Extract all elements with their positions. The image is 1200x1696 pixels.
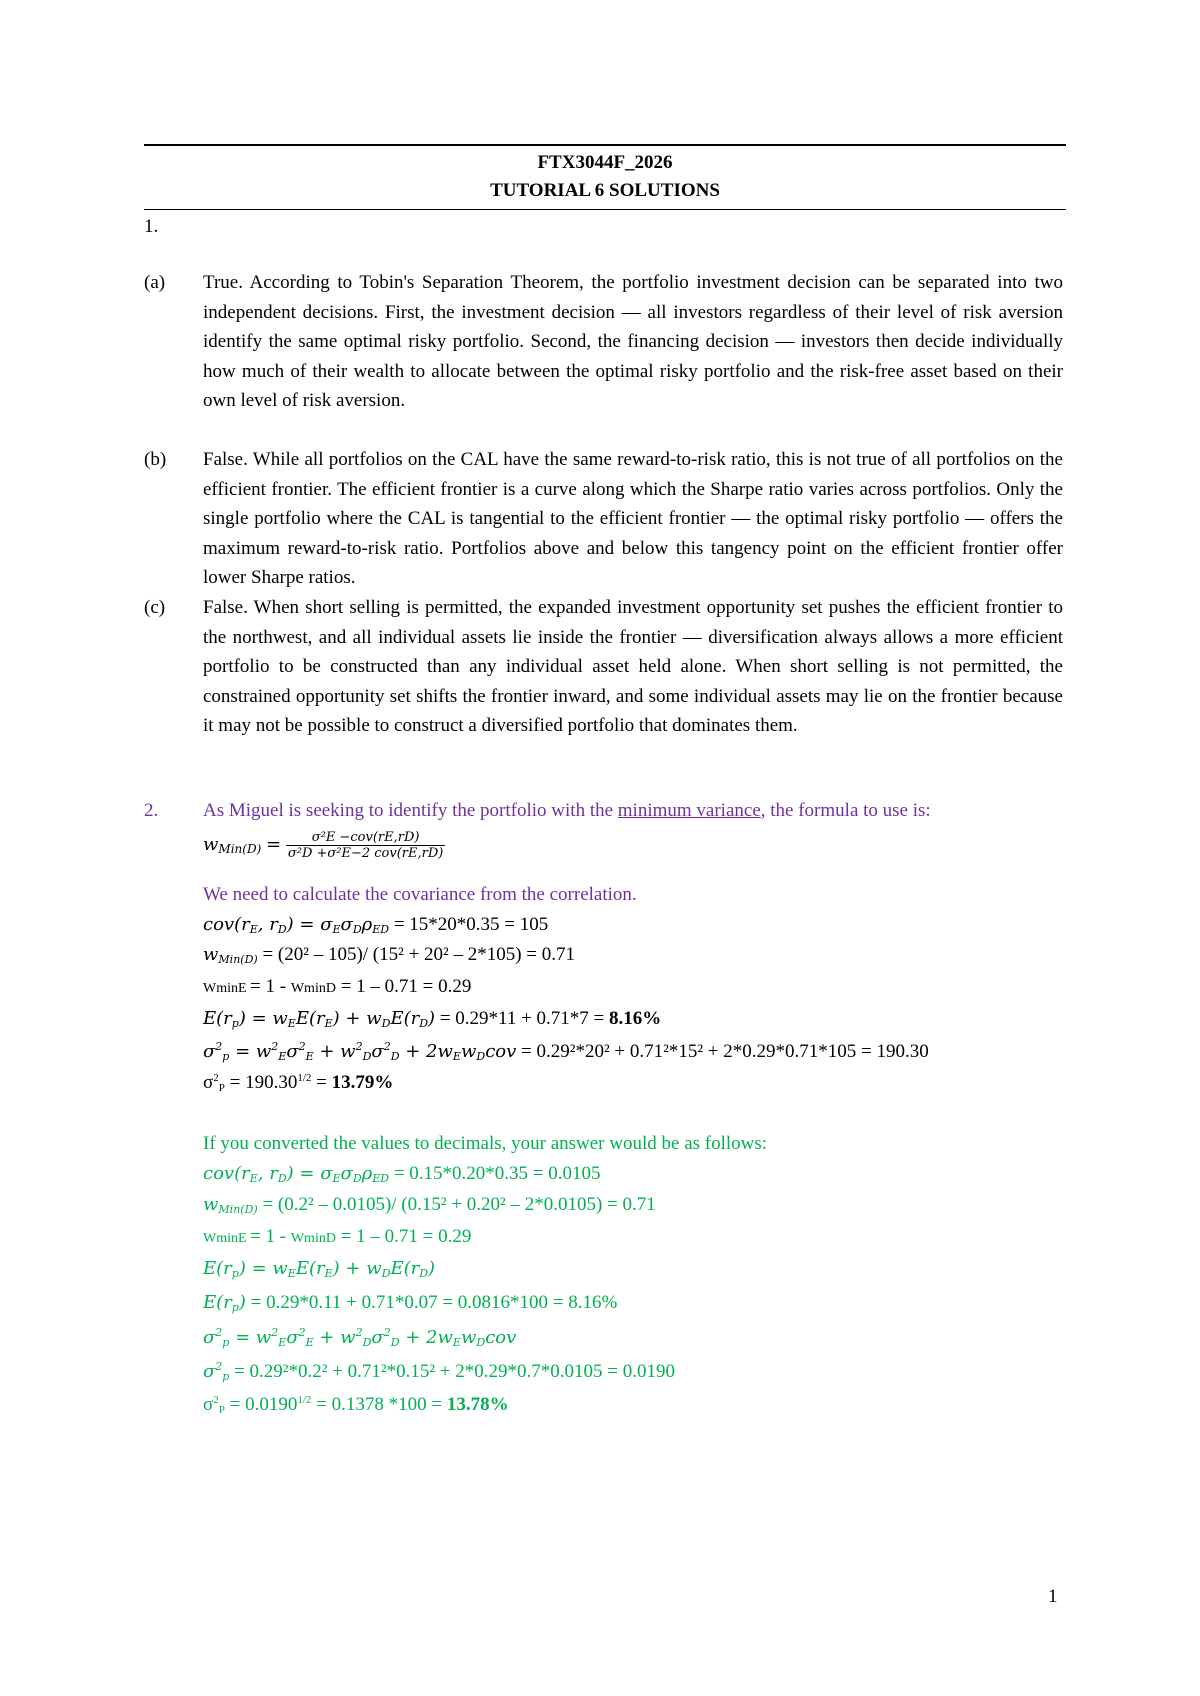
formula-w: w xyxy=(203,833,219,855)
covariance-note: We need to calculate the covariance from the correlation. xyxy=(203,884,637,905)
top-rule xyxy=(144,144,1066,146)
d-er-formula: $E(r_p) = w_EE(r_E) + w_DE(r_D)$ xyxy=(203,1258,436,1280)
formula-fraction xyxy=(286,830,445,861)
var-value: = 0.29²*20² + 0.71²*15² + 2*0.29*0.71*105 = 190.30 xyxy=(516,1041,929,1062)
d-wminE-label: WminE xyxy=(203,1231,251,1246)
d-sd-expr: $\sigma^2_P$ xyxy=(203,1394,225,1416)
er-result: 8.16% xyxy=(609,1008,662,1029)
q1a-label: (a) xyxy=(144,272,166,293)
d-wmin-value: = (0.2² – 0.0105)/ (0.15² + 0.20² – 2*0.0105) = 0.71 xyxy=(257,1194,656,1215)
var-expr: $\sigma^2_p = w^2_E\sigma^2_E + w^2_D\sigma^2_D + 2w_Ew_Dcov$ xyxy=(203,1040,517,1063)
wminE-eq: = 1 - xyxy=(250,976,291,997)
d-cov-value: = 0.15*0.20*0.35 = 0.0105 xyxy=(389,1163,601,1184)
d-wminE-line xyxy=(203,1226,471,1248)
equals-sign: = xyxy=(266,833,282,855)
q1c-label: (c) xyxy=(144,597,166,618)
course-code: FTX3044F_2026 xyxy=(537,152,673,173)
d-cov-expr: $cov(r_E$, $r_D) = \sigma_E\sigma_D\rho_{ED}$ xyxy=(203,1163,390,1185)
d-var-formula-line xyxy=(203,1326,516,1349)
wminE-calc-line xyxy=(203,976,471,998)
sd-expr: $\sigma^2_P$ xyxy=(203,1072,225,1094)
wminD-label: WminD xyxy=(290,981,336,996)
d-wminD-label: WminD xyxy=(290,1231,336,1246)
wmin-expr: $w_{Min(D)}$ xyxy=(203,944,258,966)
page-number: 1 xyxy=(1048,1586,1058,1607)
d-var-expr: $\sigma^2_p$ xyxy=(203,1360,230,1383)
variance-line xyxy=(203,1040,929,1063)
weight-formula xyxy=(203,830,445,861)
d-er-expr: $E(r_p)$ xyxy=(203,1292,246,1314)
wminE-label: WminE xyxy=(203,981,251,996)
formula-denominator: σ²D +σ²E−2 cov(rE,rD) xyxy=(287,846,444,861)
decimal-note: If you converted the values to decimals, your answer would be as follows: xyxy=(203,1133,768,1154)
q1b-text: False. While all portfolios on the CAL have the same reward-to-risk ratio, this is not true of all portfolios on the efficient frontier. The efficient frontier is a curve along which the Sharpe ratio varies across portfolios. Only the single portfolio where the CAL is tangential to the efficient frontier — the optimal risky portfolio — offers the maximum reward-to-risk ratio. Portfolios above and below this tangency point on the efficient frontier offer lower Sharpe ratios. xyxy=(203,449,1063,588)
d-var-value: = 0.29²*0.2² + 0.71²*0.15² + 2*0.29*0.7*0.0105 = 0.0190 xyxy=(229,1361,675,1382)
er-expr: $E(r_p) = w_EE(r_E) + w_DE(r_D)$ xyxy=(203,1008,436,1030)
cov-expr: $cov(r_E$, $r_D) = \sigma_E\sigma_D\rho_{ED}$ xyxy=(203,914,390,936)
d-er-calc-line xyxy=(203,1292,617,1314)
expected-return-line xyxy=(203,1008,661,1030)
d-var-formula: $\sigma^2_p = w^2_E\sigma^2_E + w^2_D\sigma^2_D + 2w_Ew_Dcov$ xyxy=(203,1326,517,1349)
formula-sub: Min(D) xyxy=(218,841,262,856)
d-wminE-value: = 1 – 0.71 = 0.29 xyxy=(335,1226,472,1247)
q1c-text: False. When short selling is permitted, the expanded investment opportunity set pushes the efficient frontier to the northwest, and all individual assets lie inside the frontier — diversification always allows a more efficient portfolio to be constructed than any individual asset held alone. When short selling is not permitted, the constrained opportunity set shifts the frontier inward, and some individual assets may lie on the frontier because it may not be possible to construct a diversified portfolio that dominates them. xyxy=(203,597,1063,736)
cov-calc-line xyxy=(203,914,548,936)
d-sd-value: = 0.0190 xyxy=(224,1394,298,1415)
d-wmin-expr: $w_{Min(D)}$ xyxy=(203,1194,258,1216)
d-er-value: = 0.29*0.11 + 0.71*0.07 = 0.0816*100 = 8.16% xyxy=(245,1292,618,1313)
wmin-calc-line xyxy=(203,944,575,966)
minimum-variance-link: minimum variance xyxy=(617,800,761,821)
wmin-value: = (20² – 105)/ (15² + 20² – 2*105) = 0.71 xyxy=(257,944,576,965)
sd-result: 13.79% xyxy=(331,1072,394,1093)
d-sd-exp: 1/2 xyxy=(297,1394,312,1406)
q2-intro-text: As Miguel is seeking to identify the portfolio with the xyxy=(203,800,618,821)
formula-numerator: σ²E −cov(rE,rD) xyxy=(286,830,445,846)
question-2-number: 2. xyxy=(144,800,159,821)
d-sd-mid: = 0.1378 *100 = xyxy=(311,1394,447,1415)
cov-value: = 15*20*0.35 = 105 xyxy=(389,914,549,935)
wminE-value: = 1 – 0.71 = 0.29 xyxy=(335,976,472,997)
q2-intro-tail: , the formula to use is: xyxy=(760,800,931,821)
er-value: = 0.29*11 + 0.71*7 = xyxy=(435,1008,610,1029)
document-title: TUTORIAL 6 SOLUTIONS xyxy=(490,180,720,201)
header-rule xyxy=(144,209,1066,210)
d-er-formula-line xyxy=(203,1258,435,1280)
d-cov-line xyxy=(203,1163,601,1185)
sd-exp: 1/2 xyxy=(297,1072,312,1084)
q2-intro xyxy=(203,800,931,822)
sd-value: = 190.30 xyxy=(224,1072,298,1093)
d-var-calc-line xyxy=(203,1360,675,1383)
d-sd-result: 13.78% xyxy=(446,1394,509,1415)
std-dev-line xyxy=(203,1072,393,1094)
sd-eq: = xyxy=(311,1072,332,1093)
q1b-label: (b) xyxy=(144,449,167,470)
d-wmin-line xyxy=(203,1194,656,1216)
d-wminE-eq: = 1 - xyxy=(250,1226,291,1247)
question-1-number: 1. xyxy=(144,216,159,237)
q1a-text: True. According to Tobin's Separation Theorem, the portfolio investment decision can be separated into two independent decisions. First, the investment decision — all investors regardless of their level of risk aversion identify the same optimal risky portfolio. Second, the financing decision — investors then decide individually how much of their wealth to allocate between the optimal risky portfolio and the risk-free asset based on their own level of risk aversion. xyxy=(203,272,1063,411)
d-sd-line xyxy=(203,1394,509,1416)
